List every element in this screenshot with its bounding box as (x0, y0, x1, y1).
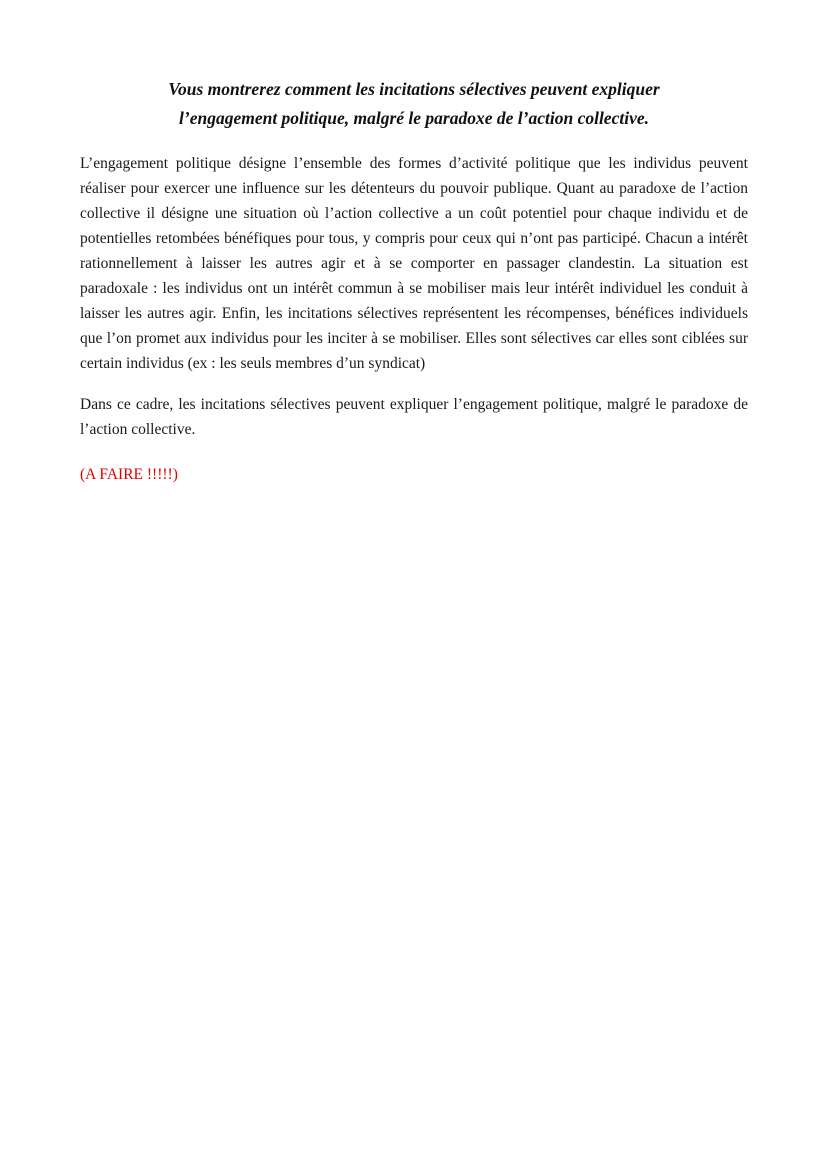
document-title-line-2: l’engagement politique, malgré le paradoxe de l’action collective. (179, 108, 649, 128)
todo-note: (A FAIRE !!!!!) (80, 466, 178, 483)
paragraph-definitions: L’engagement politique désigne l’ensemble des formes d’activité politique que les individus peuvent réaliser pour exercer une influence sur les détenteurs du pouvoir publique. Quant au paradoxe de l’action collective il désigne une situation où l’action collective a un coût potentiel pour chaque individu et de potentielles retombées bénéfiques pour tous, y compris pour ceux qui n’ont pas participé. Chacun a intérêt rationnellement à laisser les autres agir et à se comporter en passager clandestin. La situation est paradoxale : les individus ont un intérêt commun à se mobiliser mais leur intérêt individuel les conduit à laisser les autres agir. Enfin, les incitations sélectives représentent les récompenses, bénéfices individuels que l’on promet aux individus pour les inciter à se mobiliser. Elles sont sélectives car elles sont ciblées sur certain individus (ex : les seuls membres d’un syndicat) (80, 155, 748, 372)
document-title (104, 75, 724, 133)
paragraph-framing: Dans ce cadre, les incitations sélectives peuvent expliquer l’engagement politique, malgré le paradoxe de l’action collective. (80, 396, 748, 438)
document-title-line-1: Vous montrerez comment les incitations sélectives peuvent expliquer (168, 79, 660, 99)
